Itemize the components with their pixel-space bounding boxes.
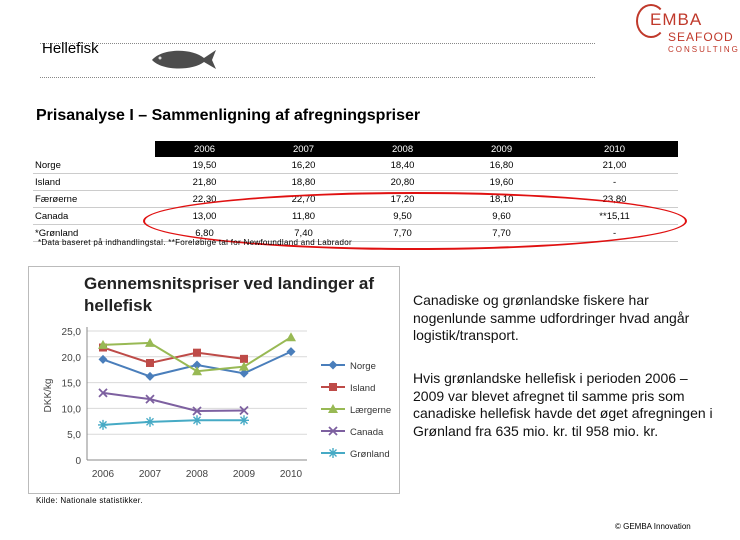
table-cell: 18,80	[254, 174, 353, 191]
x-tick-label: 2010	[279, 469, 303, 480]
legend-label: Grønland	[350, 449, 390, 460]
header-rule-bottom	[40, 77, 595, 78]
legend-marker	[329, 361, 338, 370]
data-point	[146, 359, 154, 367]
table-cell: -	[551, 225, 678, 242]
table-cell: 6,80	[155, 225, 254, 242]
logo-text: EMBA	[650, 10, 703, 29]
fish-icon	[148, 46, 218, 72]
data-point	[145, 417, 155, 427]
table-cell: 7,70	[353, 225, 452, 242]
table-cell: 18,10	[452, 191, 551, 208]
chart-title: Gennemsnitspriser ved landinger af	[84, 274, 375, 293]
chart-title: hellefisk	[84, 296, 153, 315]
table-cell: 19,60	[452, 174, 551, 191]
table-cell: 21,00	[551, 157, 678, 174]
table-row	[33, 157, 678, 174]
series-line	[103, 420, 244, 425]
logo-tagline: CONSULTING	[668, 45, 740, 54]
gemba-logo	[628, 2, 740, 64]
table-row	[33, 174, 678, 191]
data-point	[99, 355, 108, 364]
table-cell: 17,20	[353, 191, 452, 208]
column-header: 2007	[254, 141, 353, 157]
column-header: 2009	[452, 141, 551, 157]
legend-label: Lærgerne	[350, 405, 392, 416]
table-cell: 16,80	[452, 157, 551, 174]
logo-subtext: SEAFOOD	[668, 30, 734, 44]
y-tick-label: 10,0	[61, 404, 81, 416]
paragraph-price-effect: Hvis grønlandske hellefisk i perioden 2006 – 2009 var blevet afregnet til samme pris som canadiske hellefisk havde det øget afregningen i Grønland fra 635 mio. kr. til 958 mio. kr.	[413, 370, 713, 439]
line-chart	[29, 267, 399, 493]
chart-panel	[28, 266, 400, 494]
column-header: 2008	[353, 141, 452, 157]
table-cell: 16,20	[254, 157, 353, 174]
row-label: Færøerne	[33, 191, 155, 208]
column-header: 2010	[551, 141, 678, 157]
table-cell: 11,80	[254, 208, 353, 225]
x-tick-label: 2007	[138, 469, 162, 480]
data-point	[239, 415, 249, 425]
y-tick-label: 15,0	[61, 378, 81, 390]
row-label: Canada	[33, 208, 155, 225]
legend-label: Canada	[350, 427, 384, 438]
table-cell: 19,50	[155, 157, 254, 174]
legend-label: Norge	[350, 361, 376, 372]
data-point	[98, 420, 108, 430]
table-cell: 13,00	[155, 208, 254, 225]
table-header-row	[33, 141, 678, 157]
table-cell: 21,80	[155, 174, 254, 191]
page-header-title: Hellefisk	[42, 40, 99, 57]
x-tick-label: 2008	[185, 469, 209, 480]
table-footnote: *Data baseret på indhandlingstal. **Foreløbige tal for Newfoundland and Labrador	[38, 238, 352, 247]
table-cell: 23,80	[551, 191, 678, 208]
data-point	[193, 349, 201, 357]
table-cell: 7,70	[452, 225, 551, 242]
row-label: Norge	[33, 157, 155, 174]
legend-marker	[328, 448, 338, 458]
source-note: Kilde: Nationale statistikker.	[36, 496, 143, 505]
y-tick-label: 5,0	[67, 430, 81, 442]
y-tick-label: 20,0	[61, 352, 81, 364]
data-point	[287, 347, 296, 356]
x-tick-label: 2009	[232, 469, 256, 480]
table-cell: 7,40	[254, 225, 353, 242]
section-title: Prisanalyse I – Sammenligning af afregningspriser	[36, 107, 421, 124]
legend-marker	[329, 383, 337, 391]
table-cell: 9,50	[353, 208, 452, 225]
y-axis-label: DKK/kg	[43, 378, 54, 413]
y-tick-label: 0	[75, 456, 81, 467]
x-tick-label: 2006	[91, 469, 115, 480]
table-corner	[33, 141, 155, 157]
table-cell: **15,11	[551, 208, 678, 225]
series-line	[103, 348, 244, 363]
header-rule-top	[40, 43, 595, 44]
table-cell: 20,80	[353, 174, 452, 191]
data-point	[192, 415, 202, 425]
paragraph-logistics: Canadiske og grønlandske fiskere har nogenlunde samme udfordringer hvad angår logistik/transport.	[413, 292, 690, 343]
legend-label: Island	[350, 383, 376, 394]
column-header: 2006	[155, 141, 254, 157]
table-cell: 18,40	[353, 157, 452, 174]
table-cell: 22,30	[155, 191, 254, 208]
y-tick-label: 25,0	[61, 327, 81, 338]
table-cell: -	[551, 174, 678, 191]
table-cell: 9,60	[452, 208, 551, 225]
data-point	[146, 372, 155, 381]
row-label: *Grønland	[33, 225, 155, 242]
data-point	[286, 332, 296, 341]
copyright-text: © GEMBA Innovation	[615, 522, 691, 531]
row-label: Island	[33, 174, 155, 191]
table-cell: 22,70	[254, 191, 353, 208]
